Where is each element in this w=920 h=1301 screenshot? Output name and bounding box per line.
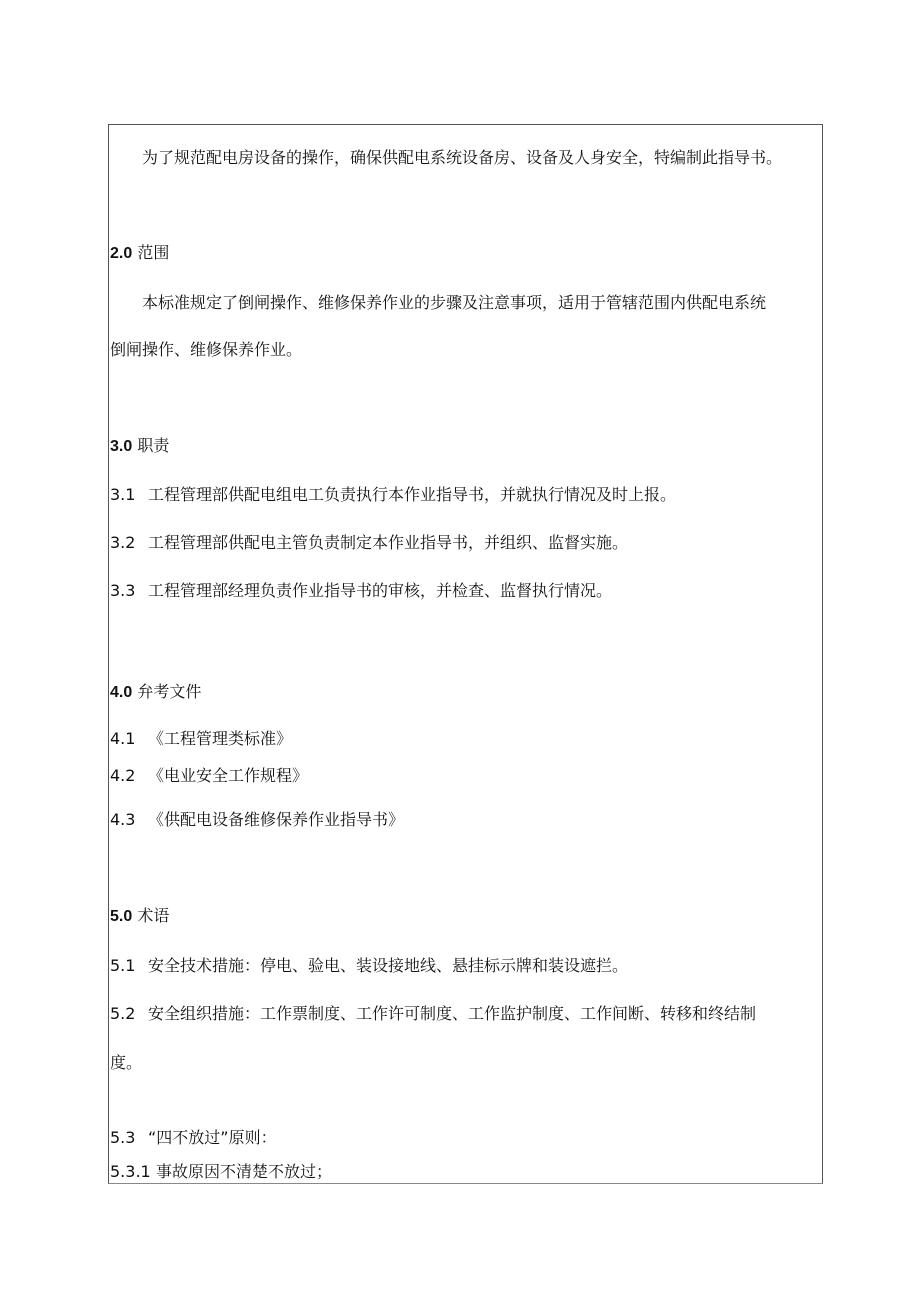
item-text: 《供配电设备维修保养作业指导书》 <box>148 810 405 829</box>
item-text: 工程管理部经理负责作业指导书的审核，并检查、监督执行情况。 <box>148 581 613 600</box>
scope-text-line2: 倒闸操作、维修保养作业。 <box>110 340 303 359</box>
item-number: 3.1 <box>110 485 136 504</box>
item-text: 《工程管理类标准》 <box>148 729 293 748</box>
purpose-paragraph: 为了规范配电房设备的操作，确保供配电系统设备房、设备及人身安全，特编制此指导书。 <box>142 148 783 167</box>
section-number: 5.0 <box>110 908 133 925</box>
section-title: 术语 <box>137 906 170 925</box>
scope-text-line1: 本标准规定了倒闸操作、维修保养作业的步骤及注意事项，适用于管辖范围内供配电系统 <box>142 293 767 312</box>
item-number: 5.3 <box>110 1128 136 1147</box>
section-heading-duties <box>110 436 169 457</box>
section-heading-scope <box>110 243 169 264</box>
section-heading-references <box>110 682 201 703</box>
item-number: 4.3 <box>110 810 136 829</box>
item-number: 3.3 <box>110 581 136 600</box>
list-item <box>110 1004 756 1024</box>
section-title: 职责 <box>137 436 170 455</box>
section-number: 3.0 <box>110 438 133 455</box>
item-text: 安全技术措施：停电、验电、装设接地线、悬挂标示牌和装设遮拦。 <box>148 956 629 975</box>
content-table-border <box>108 124 823 1184</box>
item-number: 5.3.1 <box>110 1162 151 1181</box>
item-number: 5.1 <box>110 956 136 975</box>
section-title: 范围 <box>137 243 170 262</box>
list-item <box>110 485 676 505</box>
item-text: 工程管理部供配电主管负责制定本作业指导书，并组织、监督实施。 <box>148 533 629 552</box>
item-number: 3.2 <box>110 533 136 552</box>
section-number: 4.0 <box>110 684 133 701</box>
list-item <box>110 766 308 786</box>
item-text: “四不放过”原则： <box>148 1128 277 1147</box>
list-item <box>110 956 628 976</box>
item-number: 4.2 <box>110 766 136 785</box>
item-text: 事故原因不清楚不放过； <box>156 1162 333 1181</box>
item-text: 安全组织措施：工作票制度、工作许可制度、工作监护制度、工作间断、转移和终结制 <box>148 1004 757 1023</box>
list-item <box>110 581 612 601</box>
section-number: 2.0 <box>110 245 133 262</box>
item-text: 工程管理部供配电组电工负责执行本作业指导书，并就执行情况及时上报。 <box>148 485 677 504</box>
item-text: 《电业安全工作规程》 <box>148 766 309 785</box>
item-number: 5.2 <box>110 1004 136 1023</box>
list-item <box>110 1162 332 1182</box>
item-number: 4.1 <box>110 729 136 748</box>
list-item-continuation: 度。 <box>110 1053 143 1072</box>
list-item <box>110 729 292 749</box>
section-heading-terms <box>110 906 169 927</box>
list-item <box>110 810 404 830</box>
list-item <box>110 1128 277 1148</box>
section-title: 弁考文件 <box>137 682 202 701</box>
list-item <box>110 533 628 553</box>
